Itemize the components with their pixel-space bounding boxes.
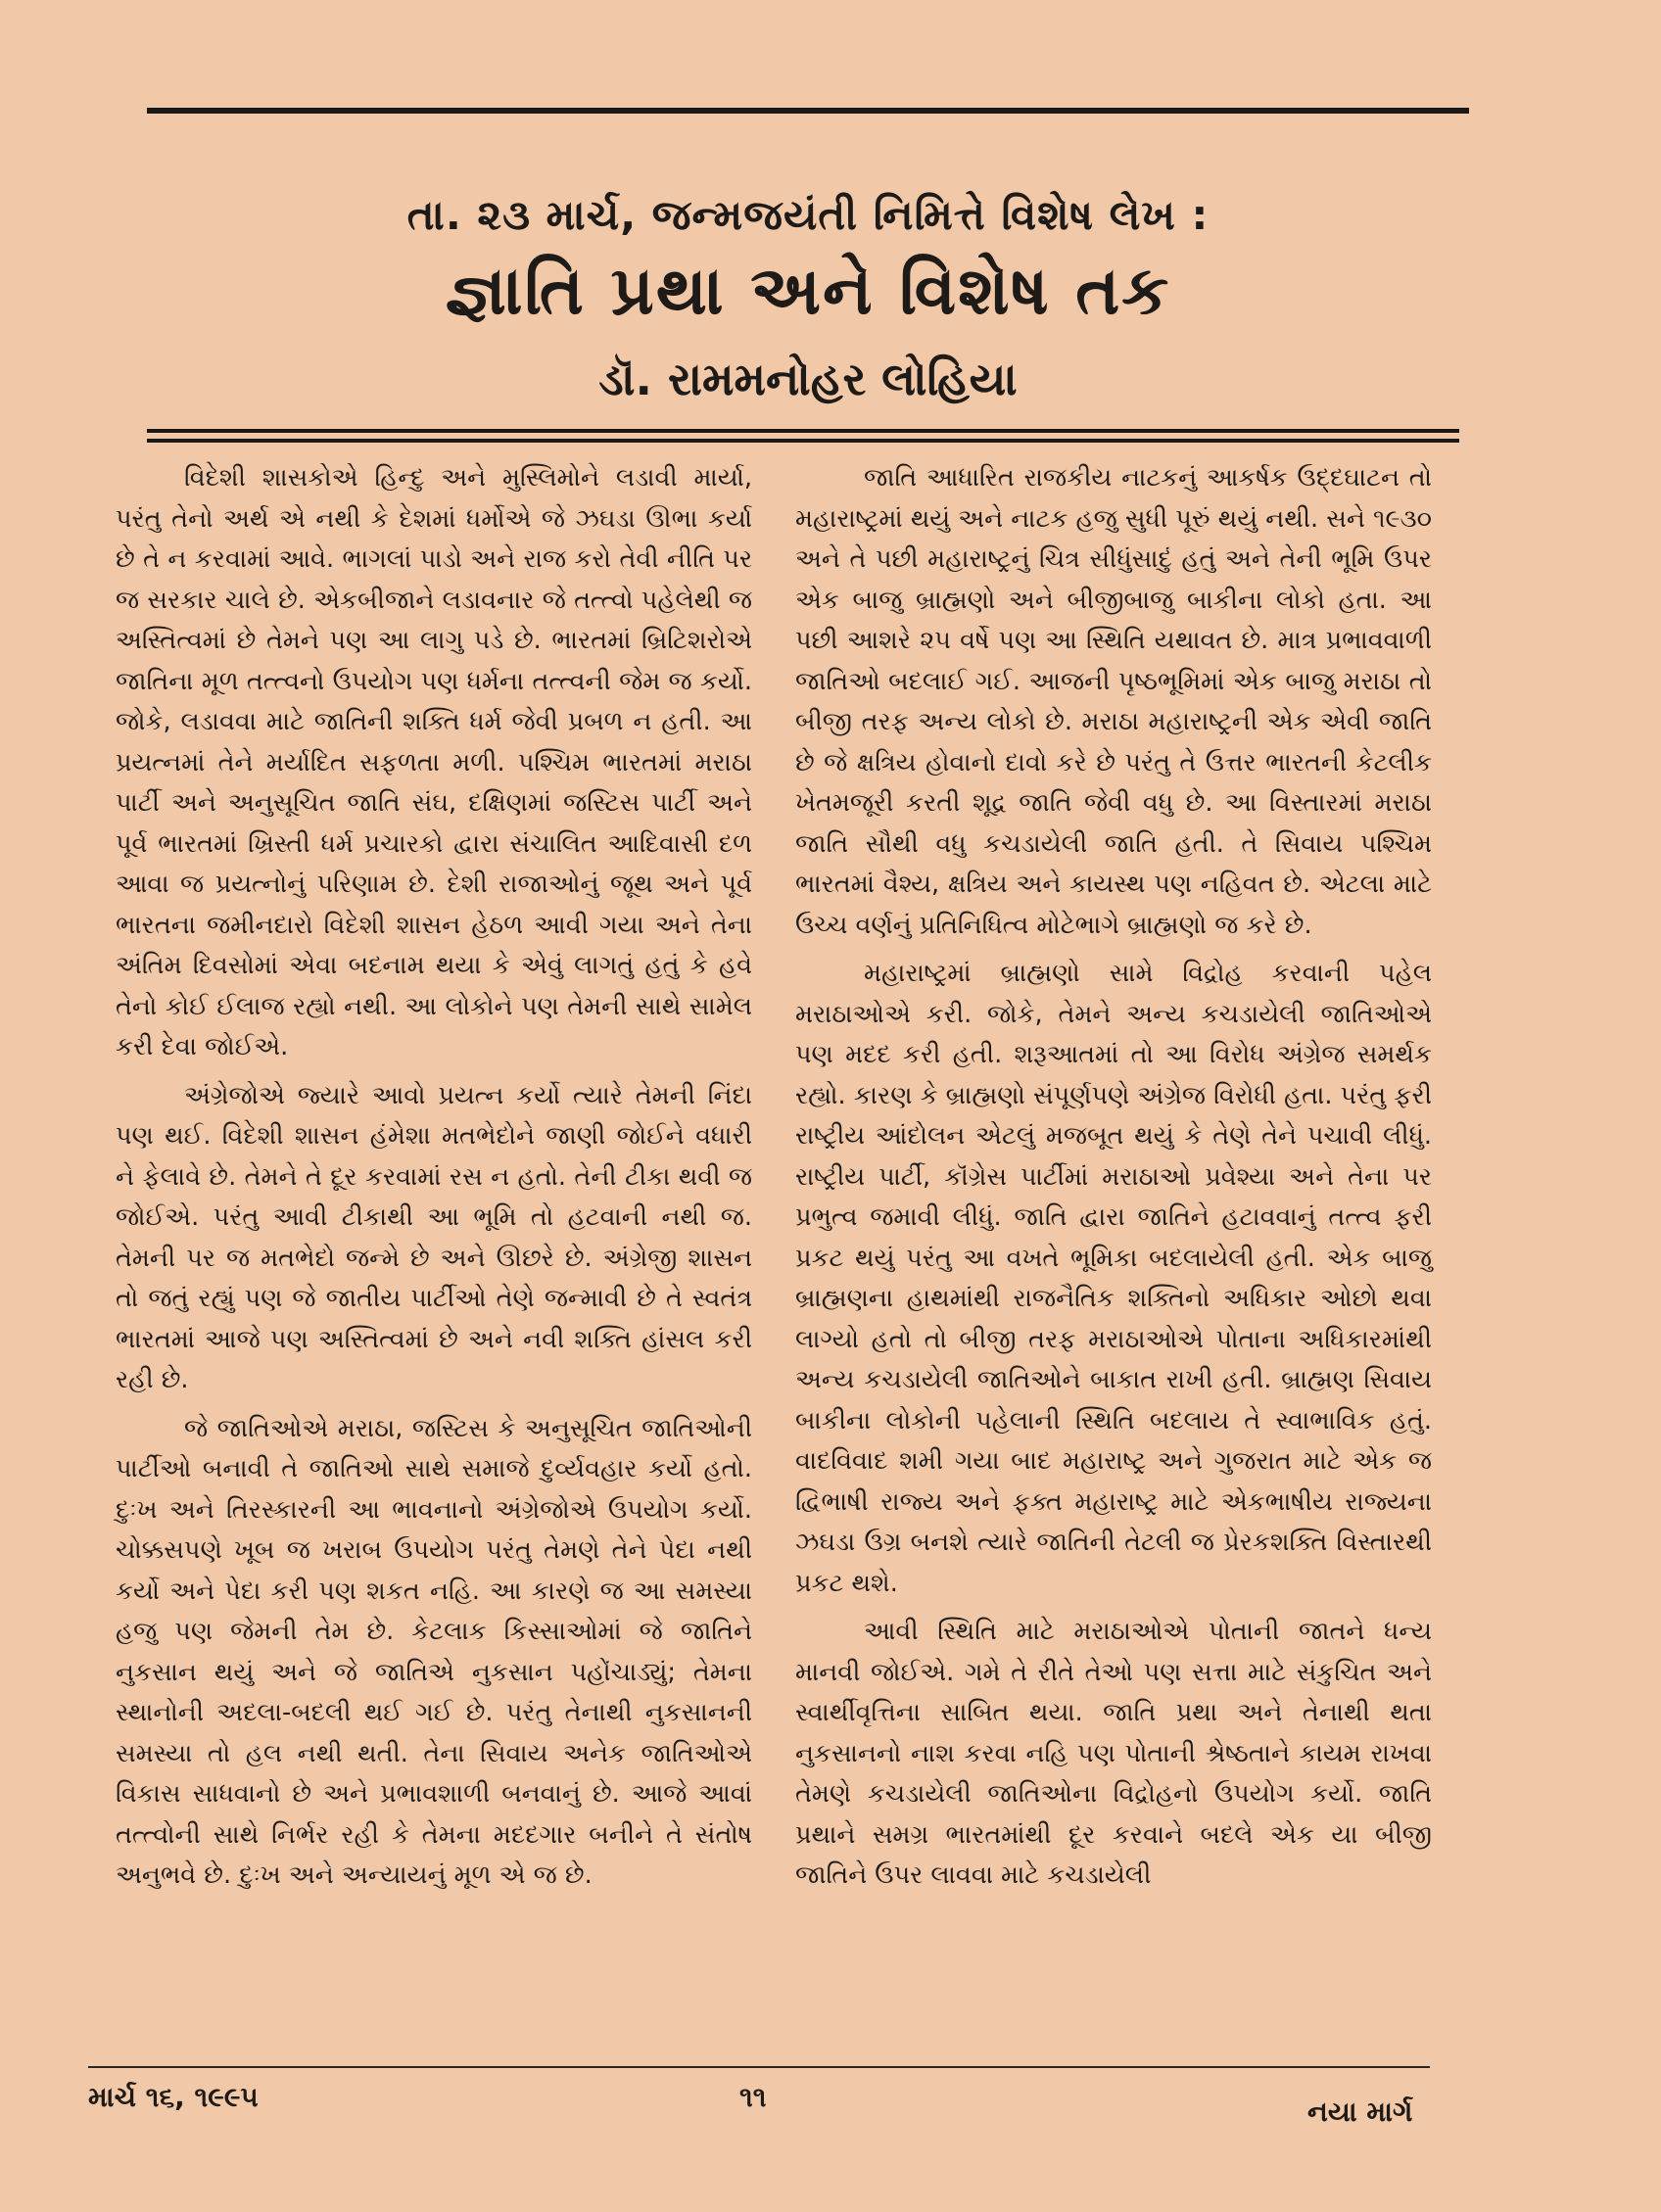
header-double-rule xyxy=(147,429,1459,443)
paragraph: જાતિ આધારિત રાજકીય નાટકનું આકર્ષક ઉદ્દઘાટન તો મહારાષ્ટ્રમાં થયું અને નાટક હજુ સુધી પૂરું થયું નથી. સને ૧૯૩૦ અને તે પછી મહારાષ્ટ્રનું ચિત્ર સીધુંસાદું હતું અને તેની ભૂમિ ઉપર એક બાજુ બ્રાહ્મણો અને બીજીબાજુ બાકીના લોકો હતા. આ પછી આશરે ૨૫ વર્ષે પણ આ સ્થિતિ યથાવત છે. માત્ર પ્રભાવવાળી જાતિઓ બદલાઈ ગઈ. આજની પૃષ્ઠભૂમિમાં એક બાજુ મરાઠા તો બીજી તરફ અન્ય લોકો છે. મરાઠા મહારાષ્ટ્રની એક એવી જાતિ છે જે ક્ષત્રિય હોવાનો દાવો કરે છે પરંતુ તે ઉત્તર ભારતની કેટલીક ખેતમજૂરી કરતી શૂદ્ર જાતિ જેવી વધુ છે. આ વિસ્તારમાં મરાઠા જાતિ સૌથી વધુ કચડાયેલી જાતિ હતી. તે સિવાય પશ્ચિમ ભારતમાં વૈશ્ય, ક્ષત્રિય અને કાયસ્થ પણ નહિવત છે. એટલા માટે ઉચ્ચ વર્ણનું પ્રતિનિધિત્વ મોટેભાગે બ્રાહ્મણો જ કરે છે. xyxy=(795,463,1432,940)
right-column xyxy=(795,458,1432,1905)
paragraph: મહારાષ્ટ્રમાં બ્રાહ્મણો સામે વિદ્રોહ કરવાની પહેલ મરાઠાઓએ કરી. જોકે, તેમને અન્ય કચડાયેલી જાતિઓએ પણ મદદ કરી હતી. શરૂઆતમાં તો આ વિરોધ અંગ્રેજ સમર્થક રહ્યો. કારણ કે બ્રાહ્મણો સંપૂર્ણપણે અંગ્રેજ વિરોધી હતા. પરંતુ ફરી રાષ્ટ્રીય આંદોલન એટલું મજબૂત થયું કે તેણે તેને પચાવી લીધું. રાષ્ટ્રીય પાર્ટી, કૉંગ્રેસ પાર્ટીમાં મરાઠાઓ પ્રવેશ્યા અને તેના પર પ્રભુત્વ જમાવી લીધું. જાતિ દ્વારા જાતિને હટાવવાનું તત્ત્વ ફરી પ્રકટ થયું પરંતુ આ વખતે ભૂમિકા બદલાયેલી હતી. એક બાજુ બ્રાહ્મણના હાથમાંથી રાજનૈતિક શક્તિનો અધિકાર ઓછો થવા લાગ્યો હતો તો બીજી તરફ મરાઠાઓએ પોતાના અધિકારમાંથી અન્ય કચડાયેલી જાતિઓને બાકાત રાખી હતી. બ્રાહ્મણ સિવાય બાકીના લોકોની પહેલાની સ્થિતિ બદલાય તે સ્વાભાવિક હતું. વાદવિવાદ શમી ગયા બાદ મહારાષ્ટ્ર અને ગુજરાત માટે એક જ દ્વિભાષી રાજ્ય અને ફક્ત મહારાષ્ટ્ર માટે એકભાષીય રાજ્યના ઝઘડા ઉગ્ર બનશે ત્યારે જાતિની તેટલી જ પ્રેરકશક્તિ વિસ્તારથી પ્રકટ થશે. xyxy=(795,959,1432,1598)
page-number: ૧૧ xyxy=(739,2081,767,2113)
publication-name: નયા માર્ગ xyxy=(1307,2095,1413,2128)
header-top-rule xyxy=(147,108,1469,114)
article-author: ડૉ. રામમનોહર લોહિયા xyxy=(598,353,1018,405)
issue-date: માર્ચ ૧૬, ૧૯૯૫ xyxy=(88,2081,259,2113)
paragraph: વિદેશી શાસકોએ હિન્દુ અને મુસ્લિમોને લડાવી માર્યા, પરંતુ તેનો અર્થ એ નથી કે દેશમાં ધર્મોએ જે ઝઘડા ઊભા કર્યા છે તે ન કરવામાં આવે. ભાગલાં પાડો અને રાજ કરો તેવી નીતિ પર જ સરકાર ચાલે છે. એકબીજાને લડાવનાર જે તત્ત્વો પહેલેથી જ અસ્તિત્વમાં છે તેમને પણ આ લાગુ પડે છે. ભારતમાં બ્રિટિશરોએ જાતિના મૂળ તત્ત્વનો ઉપયોગ પણ ધર્મના તત્ત્વની જેમ જ કર્યો. જોકે, લડાવવા માટે જાતિની શક્તિ ધર્મ જેવી પ્રબળ ન હતી. આ પ્રયત્નમાં તેને મર્યાદિત સફળતા મળી. પશ્ચિમ ભારતમાં મરાઠા પાર્ટી અને અનુસૂચિત જાતિ સંઘ, દક્ષિણમાં જસ્ટિસ પાર્ટી અને પૂર્વ ભારતમાં ખ્રિસ્તી ધર્મ પ્રચારકો દ્વારા સંચાલિત આદિવાસી દળ આવા જ પ્રયત્નોનું પરિણામ છે. દેશી રાજાઓનું જૂથ અને પૂર્વ ભારતના જમીનદારો વિદેશી શાસન હેઠળ આવી ગયા અને તેના અંતિમ દિવસોમાં એવા બદનામ થયા કે એવું લાગતું હતું કે હવે તેનો કોઈ ઈલાજ રહ્યો નથી. આ લોકોને પણ તેમની સાથે સામેલ કરી દેવા જોઈએ. xyxy=(116,463,752,1061)
article-kicker: તા. ૨૩ માર્ચ, જન્મજયંતી નિમિત્તે વિશેષ લેખ : xyxy=(406,191,1210,239)
article-title: જ્ઞાતિ પ્રથા અને વિશેષ તક xyxy=(445,253,1171,330)
paragraph: અંગ્રેજોએ જ્યારે આવો પ્રયત્ન કર્યો ત્યારે તેમની નિંદા પણ થઈ. વિદેશી શાસન હંમેશા મતભેદોને જાણી જોઈને વધારી ને ફેલાવે છે. તેમને તે દૂર કરવામાં રસ ન હતો. તેની ટીકા થવી જ જોઈએ. પરંતુ આવી ટીકાથી આ ભૂમિ તો હટવાની નથી જ. તેમની પર જ મતભેદો જન્મે છે અને ઊછરે છે. અંગ્રેજી શાસન તો જતું રહ્યું પણ જે જાતીય પાર્ટીઓ તેણે જન્માવી છે તે સ્વતંત્ર ભારતમાં આજે પણ અસ્તિત્વમાં છે અને નવી શક્તિ હાંસલ કરી રહી છે. xyxy=(116,1080,752,1394)
footer-rule xyxy=(88,2066,1430,2068)
left-column xyxy=(116,458,752,1905)
paragraph: જે જાતિઓએ મરાઠા, જસ્ટિસ કે અનુસૂચિત જાતિઓની પાર્ટીઓ બનાવી તે જાતિઓ સાથે સમાજે દુર્વ્યવહાર કર્યો હતો. દુઃખ અને તિરસ્કારની આ ભાવનાનો અંગ્રેજોએ ઉપયોગ કર્યો. ચોક્કસપણે ખૂબ જ ખરાબ ઉપયોગ પરંતુ તેમણે તેને પેદા નથી કર્યો અને પેદા કરી પણ શકત નહિ. આ કારણે જ આ સમસ્યા હજુ પણ જેમની તેમ છે. કેટલાક કિસ્સાઓમાં જે જાતિને નુકસાન થયું અને જે જાતિએ નુકસાન પહોંચાડ્યું; તેમના સ્થાનોની અદલા-બદલી થઈ ગઈ છે. પરંતુ તેનાથી નુકસાનની સમસ્યા તો હલ નથી થતી. તેના સિવાય અનેક જાતિઓએ વિકાસ સાધવાનો છે અને પ્રભાવશાળી બનવાનું છે. આજે આવાં તત્ત્વોની સાથે નિર્ભર રહી કે તેમના મદદગાર બનીને તે સંતોષ અનુભવે છે. દુઃખ અને અન્યાયનું મૂળ એ જ છે. xyxy=(116,1413,752,1890)
paragraph: આવી સ્થિતિ માટે મરાઠાઓએ પોતાની જાતને ધન્ય માનવી જોઈએ. ગમે તે રીતે તેઓ પણ સત્તા માટે સંકુચિત અને સ્વાર્થીવૃત્તિના સાબિત થયા. જાતિ પ્રથા અને તેનાથી થતા નુકસાનનો નાશ કરવા નહિ પણ પોતાની શ્રેષ્ઠતાને કાયમ રાખવા તેમણે કચડાયેલી જાતિઓના વિદ્રોહનો ઉપયોગ કર્યો. જાતિ પ્રથાને સમગ્ર ભારતમાંથી દૂર કરવાને બદલે એક યા બીજી જાતિને ઉપર લાવવા માટે કચડાયેલી xyxy=(795,1617,1432,1890)
